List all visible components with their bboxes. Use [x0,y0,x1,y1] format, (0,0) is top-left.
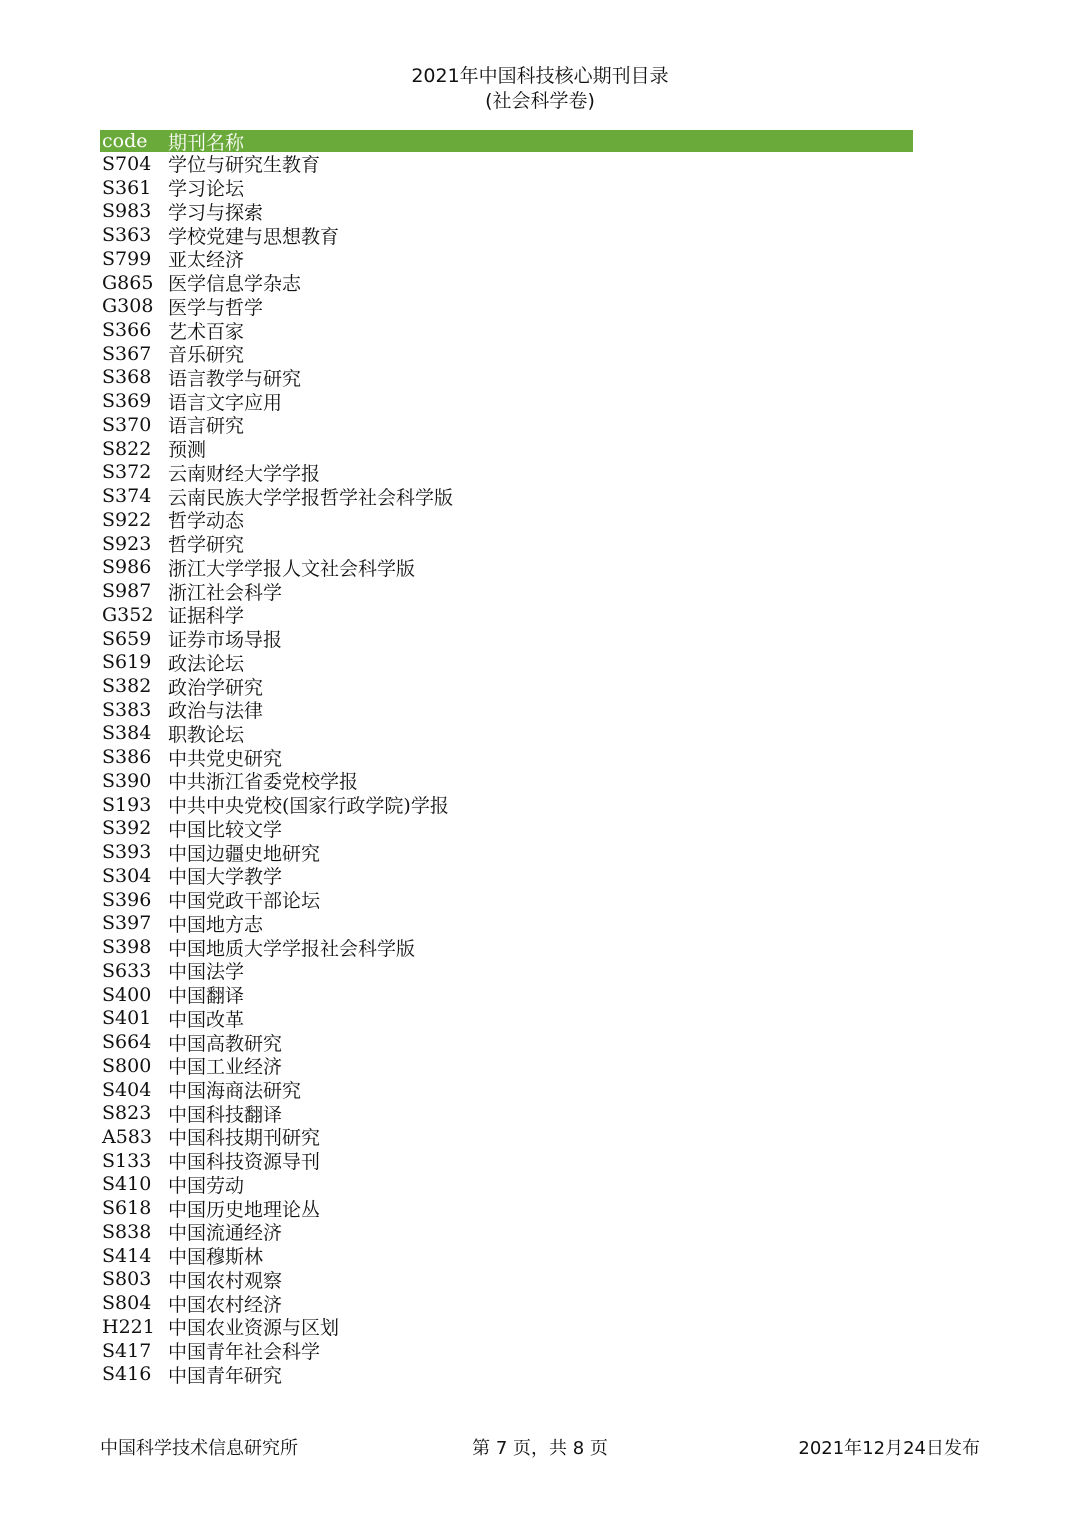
journal-code: S823 [102,1102,152,1125]
journal-name: 学习论坛 [168,178,245,201]
journal-name: 职教论坛 [168,724,245,746]
journal-code: S414 [102,1244,152,1267]
journal-code: S393 [102,841,152,864]
table-row [100,1291,913,1315]
journal-code: S361 [102,176,152,199]
table-row [100,176,913,200]
journal-name: 中国历史地理论丛 [168,1198,321,1221]
table-row [100,152,913,176]
table-row [100,223,913,247]
table-row [100,1339,913,1363]
journal-name: 中国地方志 [168,913,264,936]
journal-code: S383 [102,698,152,721]
journal-name: 中国海商法研究 [168,1080,302,1103]
journal-code: S803 [102,1268,152,1291]
table-row [100,579,913,603]
journal-name: 艺术百家 [168,320,245,343]
journal-code: S983 [102,200,152,223]
journal-name: 中国科技资源导刊 [168,1151,321,1174]
journal-code: S382 [102,675,152,698]
table-row [100,1125,913,1149]
page-footer [0,1434,1080,1460]
journal-name: 中国比较文学 [168,818,283,841]
header-name: 期刊名称 [168,131,245,154]
journal-code: S633 [102,959,152,982]
journal-code: S659 [102,627,152,650]
table-row [100,959,913,983]
journal-code: G865 [102,271,154,294]
table-row [100,1149,913,1173]
journal-name: 云南财经大学学报 [168,462,321,485]
table-row [100,603,913,627]
table-row [100,1101,913,1125]
header-code: code [102,130,148,152]
journal-name: 语言文字应用 [168,391,283,414]
journal-code: H221 [102,1315,155,1338]
table-row [100,318,913,342]
table-row [100,366,913,390]
table-row [100,935,913,959]
table-row [100,247,913,271]
table-row [100,1078,913,1102]
journal-code: S133 [102,1149,152,1172]
journal-name: 学位与研究生教育 [168,154,321,177]
journal-name: 学校党建与思想教育 [168,225,340,248]
journal-name: 预测 [168,439,207,462]
journal-code: S619 [102,651,152,674]
journal-code: S410 [102,1173,152,1196]
journal-code: S367 [102,342,152,365]
table-row [100,484,913,508]
table-row [100,627,913,651]
table-row [100,199,913,223]
table-header [100,130,913,152]
journal-name: 中国农业资源与区划 [168,1317,340,1340]
journal-name: 中国工业经济 [168,1056,283,1079]
journal-name: 中国法学 [168,961,245,984]
table-row [100,1196,913,1220]
journal-name: 中国翻译 [168,985,245,1008]
table-row [100,983,913,1007]
journal-code: S366 [102,319,152,341]
journal-name: 哲学研究 [168,534,245,557]
journal-code: S369 [102,390,152,413]
table-row [100,674,913,698]
journal-name: 政治与法律 [168,700,264,723]
journal-name: 中国流通经济 [168,1222,283,1245]
journal-name: 浙江社会科学 [168,581,283,604]
journal-name: 音乐研究 [168,344,245,367]
table-row [100,413,913,437]
journal-name: 云南民族大学学报哲学社会科学版 [168,486,454,509]
journal-name: 中国穆斯林 [168,1246,264,1269]
table-row [100,389,913,413]
journal-name: 中共中央党校(国家行政学院)学报 [168,795,449,818]
journal-code: S400 [102,983,152,1006]
journal-name: 语言研究 [168,415,245,438]
table-row [100,342,913,366]
journal-name: 浙江大学学报人文社会科学版 [168,557,416,580]
table-row [100,1173,913,1197]
journal-code: G308 [102,295,154,318]
table-row [100,294,913,318]
journal-name: 中国青年研究 [168,1364,283,1387]
footer-page-number: 第 7 页，共 8 页 [472,1438,608,1459]
table-row [100,1054,913,1078]
journal-table [100,130,913,1386]
journal-name: 中共浙江省委党校学报 [168,771,359,794]
journal-code: S372 [102,461,152,484]
table-row [100,722,913,746]
journal-name: 中国农村经济 [168,1293,283,1316]
journal-name: 中国高教研究 [168,1032,283,1055]
journal-name: 政治学研究 [168,676,264,699]
journal-code: A583 [102,1125,152,1148]
table-row [100,769,913,793]
journal-code: S416 [102,1363,152,1386]
journal-name: 中国青年社会科学 [168,1341,321,1364]
journal-name: 中国党政干部论坛 [168,890,321,913]
journal-code: S822 [102,437,152,460]
table-row [100,1244,913,1268]
journal-name: 医学与哲学 [168,296,264,319]
table-row [100,912,913,936]
journal-code: S368 [102,366,152,389]
journal-name: 中国大学教学 [168,866,283,889]
journal-code: S417 [102,1339,152,1362]
journal-name: 亚太经济 [168,249,245,272]
journal-code: S384 [102,722,152,745]
journal-code: S838 [102,1220,152,1243]
title-line-1: 2021年中国科技核心期刊目录 [411,65,669,87]
table-row [100,864,913,888]
table-row [100,650,913,674]
journal-code: S363 [102,224,152,247]
journal-name: 中共党史研究 [168,747,283,770]
journal-name: 证券市场导报 [168,629,283,652]
table-row [100,1315,913,1339]
journal-name: 语言教学与研究 [168,367,302,390]
table-row [100,698,913,722]
table-row [100,840,913,864]
journal-name: 中国边疆史地研究 [168,842,321,865]
journal-name: 中国地质大学学报社会科学版 [168,937,416,960]
footer-release-date: 2021年12月24日发布 [798,1438,980,1459]
table-body [100,152,913,1386]
journal-name: 证据科学 [168,605,245,628]
journal-code: S986 [102,556,152,579]
journal-code: S386 [102,746,152,769]
journal-code: S396 [102,888,152,911]
table-row [100,793,913,817]
journal-code: S618 [102,1197,152,1220]
journal-code: S304 [102,864,152,887]
journal-name: 哲学动态 [168,510,245,533]
journal-name: 中国科技期刊研究 [168,1127,321,1150]
journal-code: S392 [102,817,152,840]
table-row [100,1268,913,1292]
table-row [100,532,913,556]
journal-code: S397 [102,912,152,935]
journal-name: 中国农村观察 [168,1269,283,1292]
journal-name: 政法论坛 [168,652,245,675]
table-row [100,745,913,769]
footer-publisher: 中国科学技术信息研究所 [100,1438,298,1459]
journal-code: S401 [102,1007,152,1030]
table-row [100,555,913,579]
document-title [0,64,1080,114]
journal-code: S390 [102,769,152,792]
journal-code: S922 [102,508,152,531]
journal-name: 医学信息学杂志 [168,273,302,296]
journal-code: S370 [102,413,152,436]
table-row [100,817,913,841]
journal-name: 中国改革 [168,1008,245,1031]
journal-code: S193 [102,793,152,816]
journal-code: S987 [102,580,152,603]
table-row [100,437,913,461]
journal-code: S664 [102,1031,152,1054]
journal-name: 中国科技翻译 [168,1103,283,1126]
journal-code: S923 [102,532,152,555]
table-row [100,888,913,912]
journal-code: S804 [102,1292,152,1315]
table-row [100,1006,913,1030]
journal-code: G352 [102,603,154,626]
journal-code: S800 [102,1054,152,1077]
journal-code: S374 [102,485,152,508]
table-row [100,1362,913,1386]
journal-name: 学习与探索 [168,201,264,224]
title-line-2: (社会科学卷) [485,90,595,112]
journal-code: S799 [102,247,152,270]
table-row [100,1030,913,1054]
table-row [100,271,913,295]
table-row [100,1220,913,1244]
journal-code: S404 [102,1078,152,1101]
journal-name: 中国劳动 [168,1174,245,1197]
journal-code: S398 [102,936,152,959]
table-row [100,461,913,485]
table-row [100,508,913,532]
journal-code: S704 [102,152,152,175]
